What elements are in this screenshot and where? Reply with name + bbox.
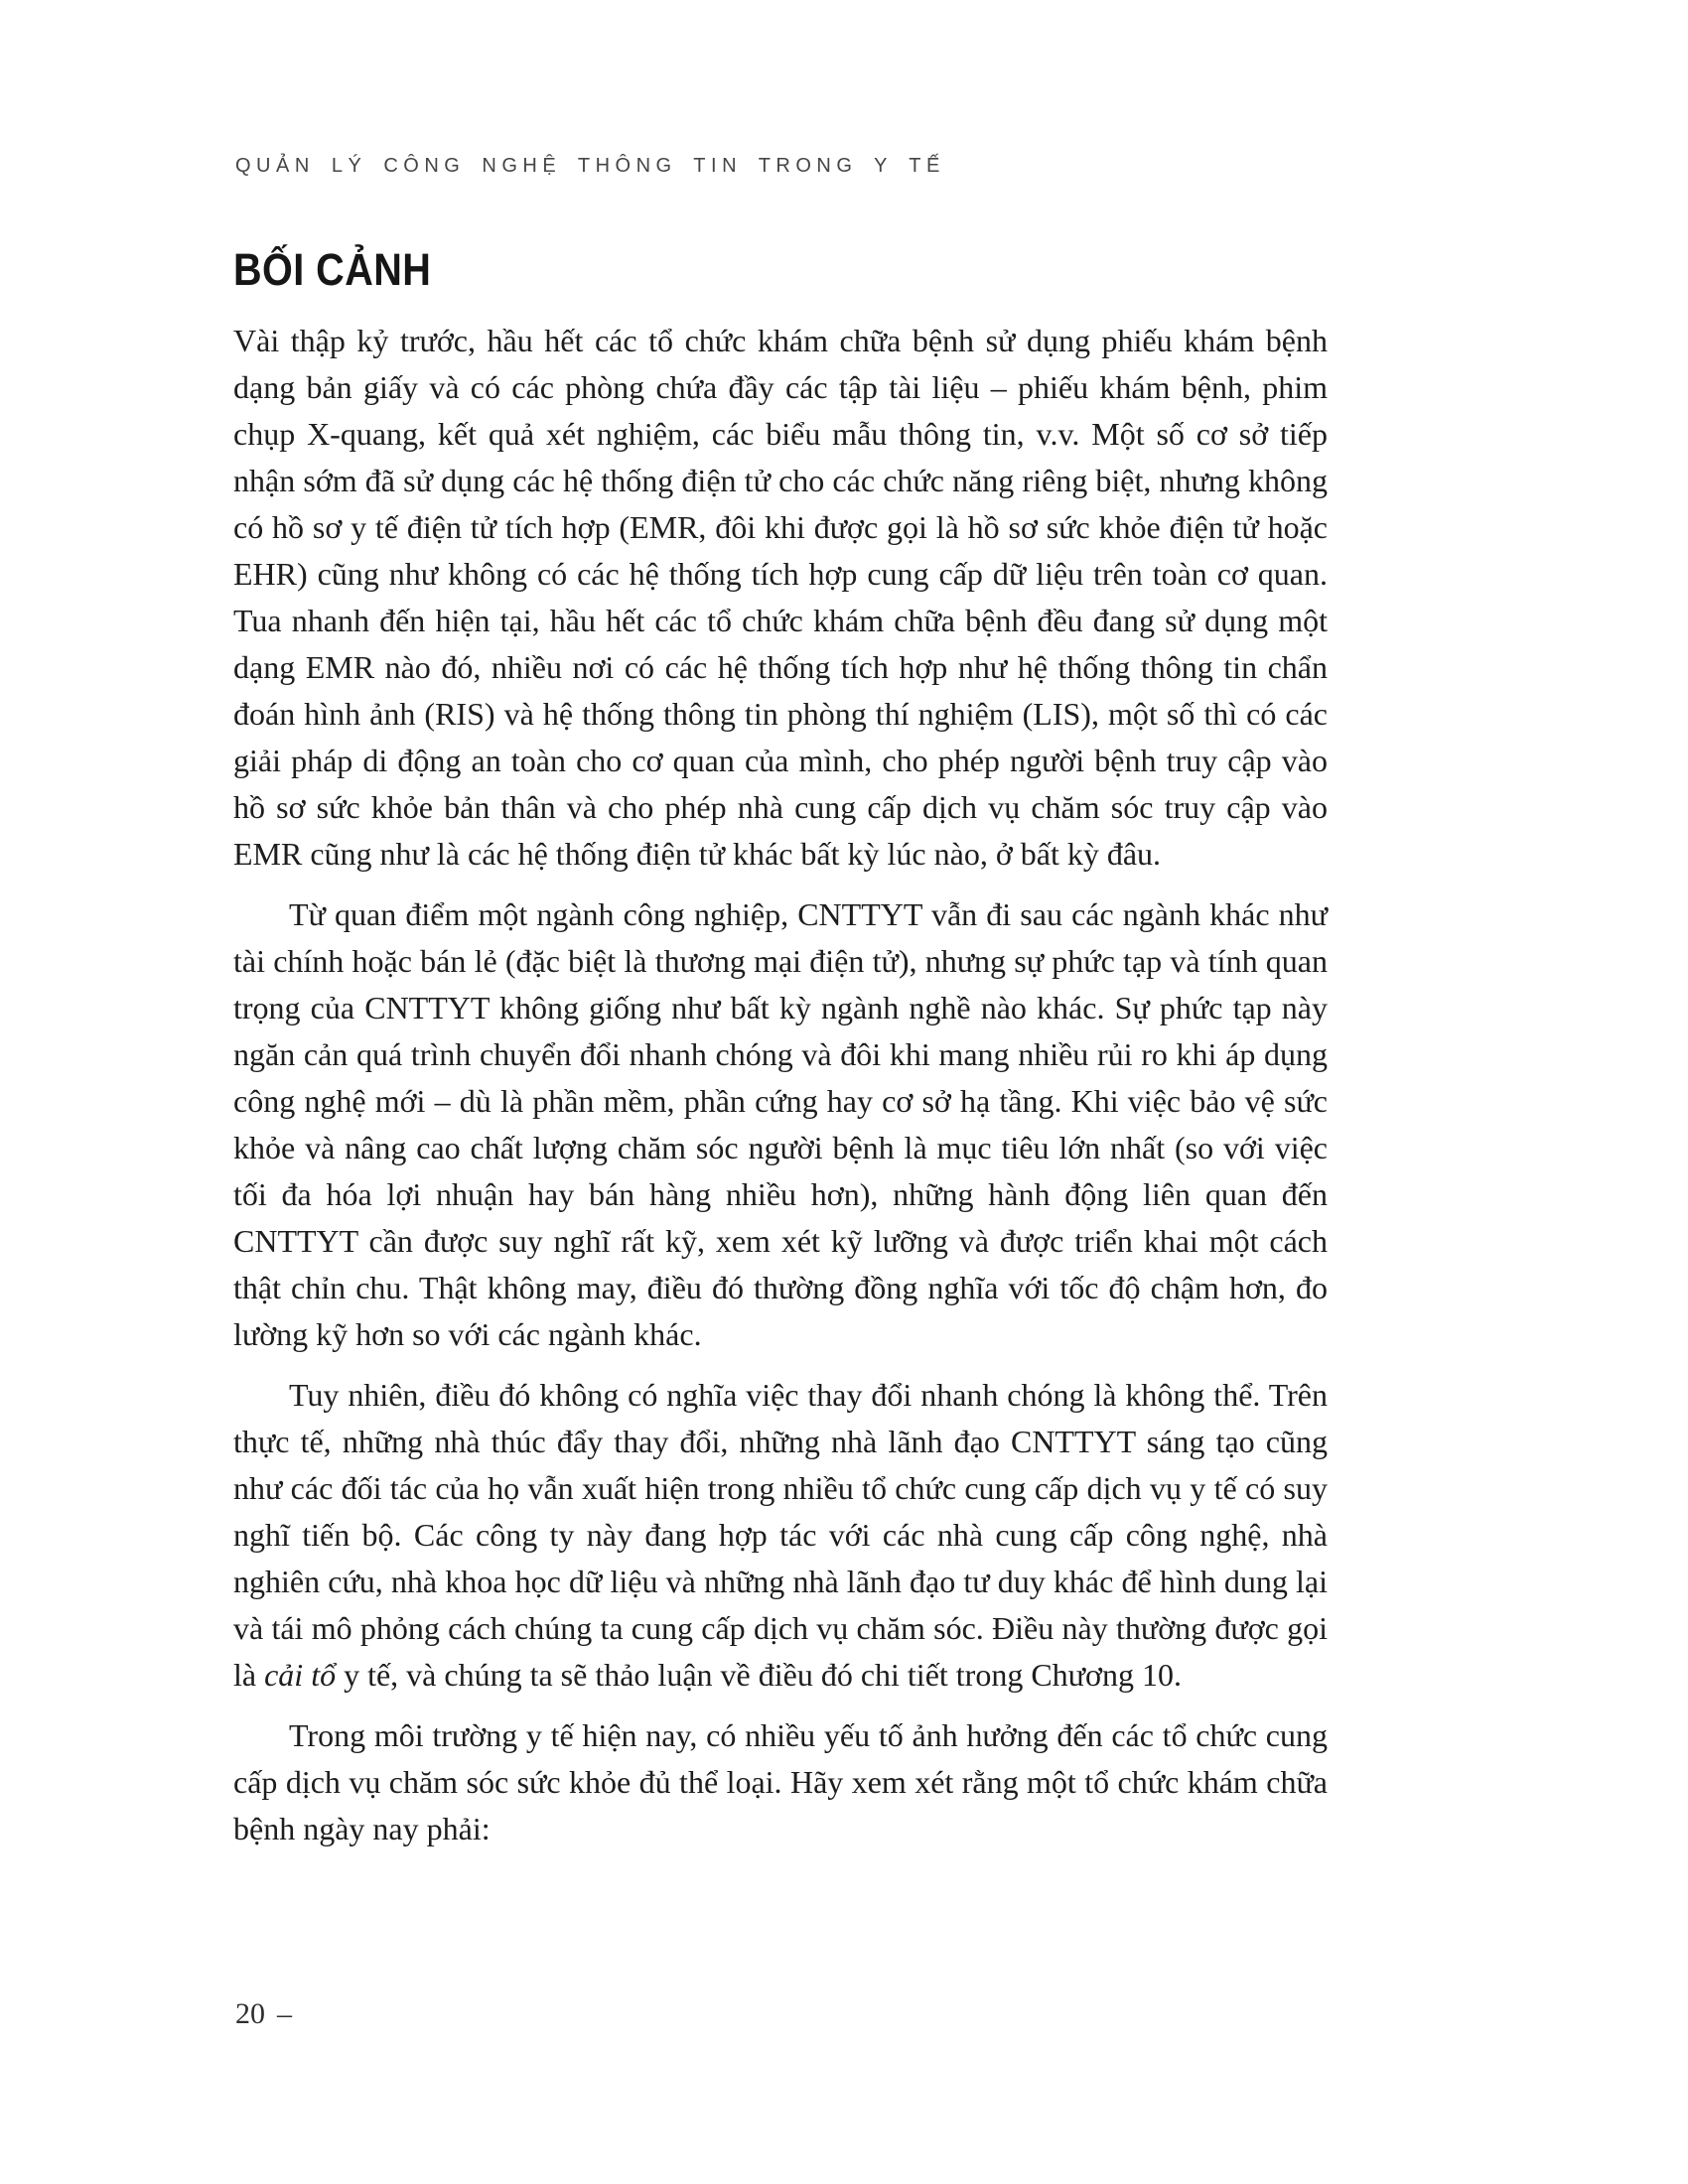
paragraph-1-text: Vài thập kỷ trước, hầu hết các tổ chức khám chữa bệnh sử dụng phiếu khám bệnh dạng bản giấy và có các phòng chứa đầy các tập tài liệu – phiếu khám bệnh, phim chụp X-quang, kết quả xét nghiệm, các biểu mẫu thông tin, v.v. Một số cơ sở tiếp nhận sớm đã sử dụng các hệ thống điện tử cho các chức năng riêng biệt, nhưng không có hồ sơ y tế điện tử tích hợp (EMR, đôi khi được gọi là hồ sơ sức khỏe điện tử hoặc EHR) cũng như không có các hệ thống tích hợp cung cấp dữ liệu trên toàn cơ quan. Tua nhanh đến hiện tại, hầu hết các tổ chức khám chữa bệnh đều đang sử dụng một dạng EMR nào đó, nhiều nơi có các hệ thống tích hợp như hệ thống thông tin chẩn đoán hình ảnh (RIS) và hệ thống thông tin phòng thí nghiệm (LIS), một số thì có các giải pháp di động an toàn cho cơ quan của mình, cho phép người bệnh truy cập vào hồ sơ sức khỏe bản thân và cho phép nhà cung cấp dịch vụ chăm sóc truy cập vào EMR cũng như là các hệ thống điện tử khác bất kỳ lúc nào, ở bất kỳ đâu.: [233, 323, 1328, 872]
paragraph-1: [233, 318, 1328, 878]
body-text: [233, 318, 1328, 1866]
paragraph-3-text-before-italic: Tuy nhiên, điều đó không có nghĩa việc thay đổi nhanh chóng là không thể. Trên thực tế, những nhà thúc đẩy thay đổi, những nhà lãnh đạo CNTTYT sáng tạo cũng như các đối tác của họ vẫn xuất hiện trong nhiều tổ chức cung cấp dịch vụ y tế có suy nghĩ tiến bộ. Các công ty này đang hợp tác với các nhà cung cấp công nghệ, nhà nghiên cứu, nhà khoa học dữ liệu và những nhà lãnh đạo tư duy khác để hình dung lại và tái mô phỏng cách chúng ta cung cấp dịch vụ chăm sóc. Điều này thường được gọi là: [233, 1377, 1328, 1693]
paragraph-2: [233, 891, 1328, 1358]
section-heading: BỐI CẢNH: [233, 244, 432, 295]
paragraph-3: [233, 1372, 1328, 1699]
paragraph-4: [233, 1712, 1328, 1852]
running-header: QUẢN LÝ CÔNG NGHỆ THÔNG TIN TRONG Y TẾ: [235, 155, 945, 177]
paragraph-3-italic-term: cải tổ: [264, 1657, 337, 1693]
page-number-dash: –: [277, 1997, 292, 2030]
page-number: 20: [235, 1997, 265, 2030]
paragraph-4-text: Trong môi trường y tế hiện nay, có nhiều yếu tố ảnh hưởng đến các tổ chức cung cấp dịch vụ chăm sóc sức khỏe đủ thể loại. Hãy xem xét rằng một tổ chức khám chữa bệnh ngày nay phải:: [233, 1717, 1328, 1846]
page-footer: [235, 1997, 292, 2031]
paragraph-3-text-after-italic: y tế, và chúng ta sẽ thảo luận về điều đó chi tiết trong Chương 10.: [336, 1657, 1182, 1693]
paragraph-2-text: Từ quan điểm một ngành công nghiệp, CNTTYT vẫn đi sau các ngành khác như tài chính hoặc bán lẻ (đặc biệt là thương mại điện tử), nhưng sự phức tạp và tính quan trọng của CNTTYT không giống như bất kỳ ngành nghề nào khác. Sự phức tạp này ngăn cản quá trình chuyển đổi nhanh chóng và đôi khi mang nhiều rủi ro khi áp dụng công nghệ mới – dù là phần mềm, phần cứng hay cơ sở hạ tầng. Khi việc bảo vệ sức khỏe và nâng cao chất lượng chăm sóc người bệnh là mục tiêu lớn nhất (so với việc tối đa hóa lợi nhuận hay bán hàng nhiều hơn), những hành động liên quan đến CNTTYT cần được suy nghĩ rất kỹ, xem xét kỹ lưỡng và được triển khai một cách thật chỉn chu. Thật không may, điều đó thường đồng nghĩa với tốc độ chậm hơn, đo lường kỹ hơn so với các ngành khác.: [233, 896, 1328, 1352]
